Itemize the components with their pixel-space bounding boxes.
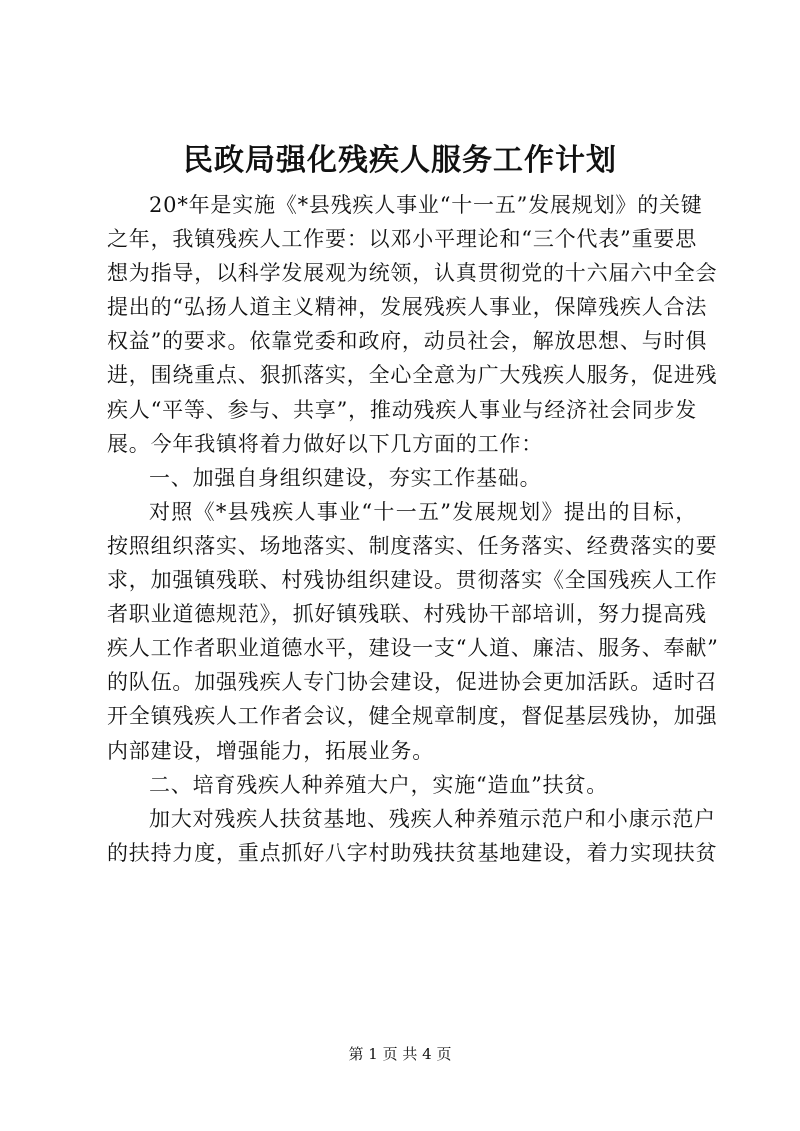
body-line-6: 进，围绕重点、狠抓落实，全心全意为广大残疾人服务，促进残: [107, 363, 718, 388]
document-body: [107, 188, 719, 870]
section-heading-1: 一、加强自身组织建设，夯实工作基础。: [149, 465, 542, 490]
page-title: 民政局强化残疾人服务工作计划: [183, 143, 617, 178]
body-line-13: 者职业道德规范》，抓好镇残联、村残协干部培训，努力提高残: [107, 602, 707, 627]
body-line-19: 加大对残疾人扶贫基地、残疾人种养殖示范户和小康示范户: [149, 806, 716, 831]
body-line-1: 20*年是实施《*县残疾人事业“十一五”发展规划》的关键: [149, 193, 703, 217]
body-line-20: 的扶持力度，重点抓好八字村助残扶贫基地建设，着力实现扶贫: [107, 840, 718, 865]
body-line-7: 疾人“平等、参与、共享”，推动残疾人事业与经济社会同步发: [107, 397, 697, 422]
body-line-3: 想为指导，以科学发展观为统领，认真贯彻党的十六届六中全会: [107, 261, 718, 286]
section-heading-2: 二、培育残疾人种养殖大户，实施“造血”扶贫。: [149, 772, 609, 797]
body-line-14: 疾人工作者职业道德水平，建设一支“人道、廉洁、服务、奉献”: [107, 636, 719, 661]
body-line-16: 开全镇残疾人工作者会议，健全规章制度，督促基层残协，加强: [107, 704, 718, 729]
body-line-10: 对照《*县残疾人事业“十一五”发展规划》提出的目标，: [149, 499, 697, 524]
body-line-5: 权益”的要求。依靠党委和政府，动员社会，解放思想、与时俱: [107, 329, 708, 354]
body-line-8: 展。今年我镇将着力做好以下几方面的工作：: [107, 431, 543, 456]
page-footer: 第 1 页 共 4 页: [348, 1045, 452, 1063]
body-line-4: 提出的“弘扬人道主义精神，发展残疾人事业，保障残疾人合法: [107, 295, 708, 320]
body-line-17: 内部建设，增强能力，拓展业务。: [107, 738, 434, 763]
body-line-15: 的队伍。加强残疾人专门协会建设，促进协会更加活跃。适时召: [107, 670, 718, 695]
body-line-12: 求，加强镇残联、村残协组织建设。贯彻落实《全国残疾人工作: [107, 568, 718, 593]
body-line-2: 之年，我镇残疾人工作要：以邓小平理论和“三个代表”重要思: [107, 227, 697, 252]
body-line-11: 按照组织落实、场地落实、制度落实、任务落实、经费落实的要: [107, 533, 718, 558]
